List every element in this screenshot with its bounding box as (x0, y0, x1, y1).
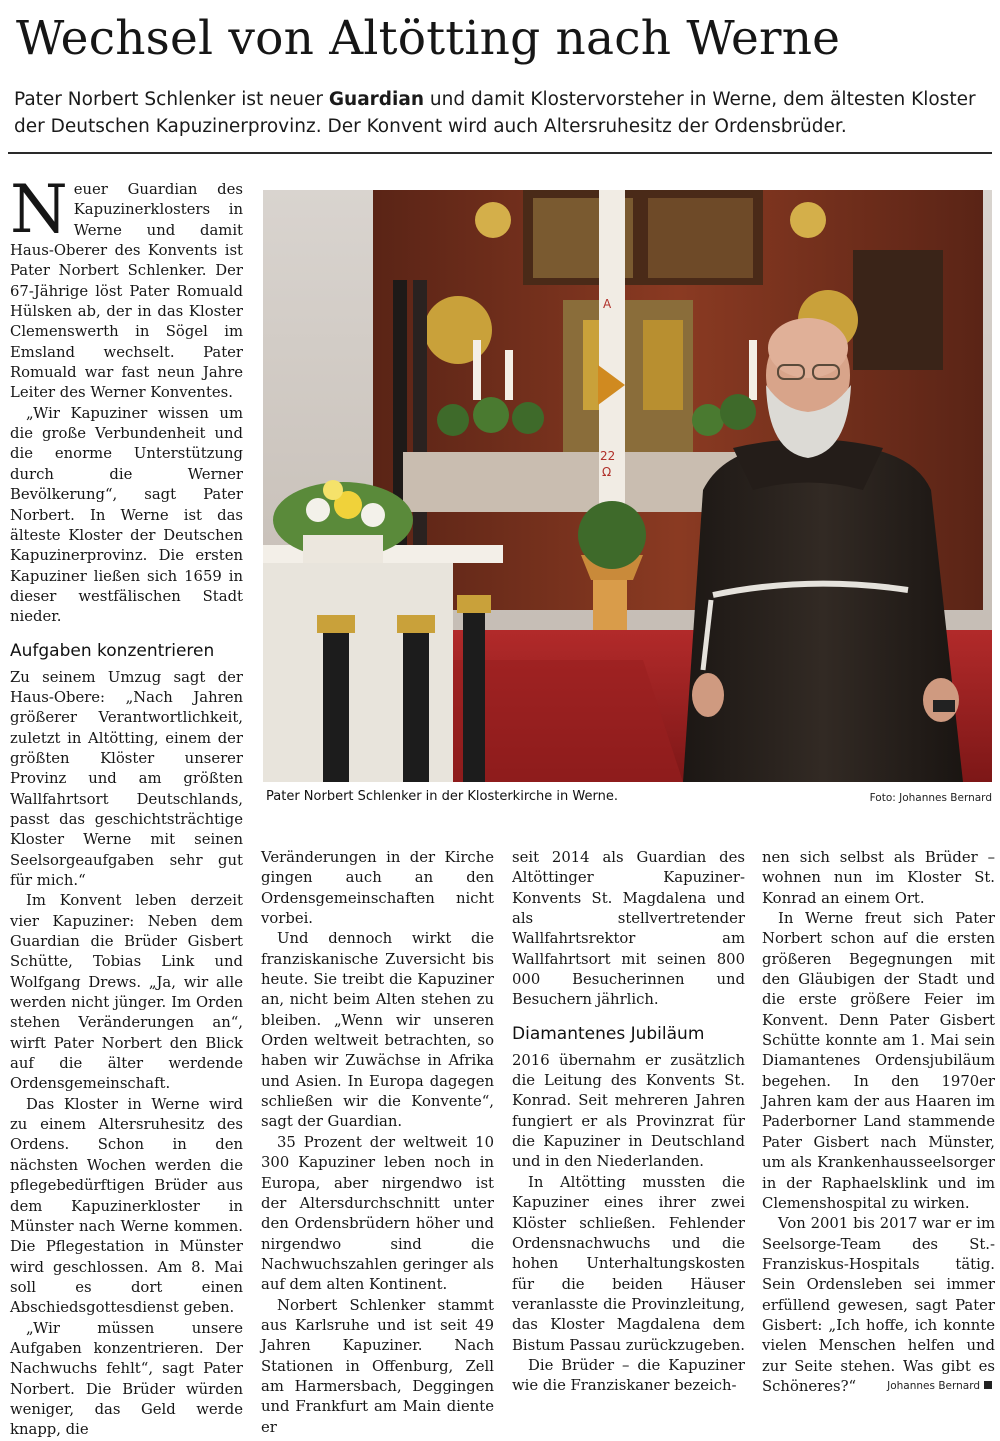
paragraph: nen sich selbst als Brüder – wohnen nun im Kloster St. Konrad an einem Ort. (762, 849, 995, 907)
subheading-jubilaeum: Diamantenes Jubiläum (512, 1023, 705, 1044)
lead-text-end: und damit Klostervorsteher in Werne, dem ältesten Kloster der Deutschen Kapuzinerprovinz. Der Konvent wird auch Altersruhesitz der Ordensbrüder. (14, 89, 976, 137)
drop-cap: N (10, 171, 68, 248)
author-name: Johannes Bernard (887, 1380, 980, 1392)
column-4 (762, 848, 995, 1397)
candle-alpha: A (603, 297, 612, 311)
candle-number: 22 (600, 449, 616, 463)
subheading-aufgaben: Aufgaben konzentrieren (10, 640, 215, 661)
headline: Wechsel von Altötting nach Werne (16, 11, 841, 66)
paragraph: „Wir Kapuziner wissen um die große Verbundenheit und die enorme Unterstützung durch die Werner Bevölkerung“, sagt Pater Norbert. In Werne ist das älteste Kloster der Deutschen Kapuzinerprovinz. Die ersten Kapuziner ließen sich 1659 in dieser westfälischen Stadt nieder. (10, 404, 243, 626)
church-altar-photo (263, 190, 992, 782)
lead-text-start: Pater Norbert Schlenker ist neuer (14, 89, 329, 110)
column-1 (10, 171, 243, 1441)
paragraph: 35 Prozent der weltweit 10 300 Kapuziner leben noch in Europa, aber nirgendwo ist der Altersdurchschnitt unter den Ordensbrüdern höher und nirgendwo sind die Nachwuchszahlen geringer als auf dem alten Kontinent. (261, 1133, 494, 1294)
paragraph: In Werne freut sich Pater Norbert schon auf die ersten größeren Begegnungen mit den Gläubigen der Stadt und die erste größere Feier im Konvent. Denn Pater Gisbert Schütte konnte am 1. Mai sein Diamantenes Ordensjubiläum begehen. In den 1970er Jahren kam der aus Haaren im Paderborner Land stammende Pater Gisbert nach Münster, um als Krankenhausseelsorger in der Raphaelsklink und im Clemenshospital zu wirken. (762, 910, 995, 1212)
paragraph: In Altötting mussten die Kapuziner eines ihrer zwei Klöster schließen. Fehlender Ordensnachwuchs und die hohen Unterhaltungskosten für die beiden Häuser veranlasste die Provinzleitung, das Kloster Magdalena dem Bistum Passau zurückzugeben. (512, 1173, 745, 1354)
header-rule (8, 152, 992, 154)
candle-omega: Ω (602, 465, 612, 479)
paragraph: „Wir müssen unsere Aufgaben konzentrieren. Der Nachwuchs fehlt“, sagt Pater Norbert. Die Brüder würden weniger, das Geld werde knapp, die (10, 1319, 243, 1439)
paragraph: Die Brüder – die Kapuziner wie die Franziskaner bezeich- (512, 1356, 745, 1395)
paragraph: Das Kloster in Werne wird zu einem Altersruhesitz des Ordens. Schon in den nächsten Wochen werden die pflegebedürftigen Brüder aus dem Kapuzinerkloster in Münster nach Werne kommen. Die Pflegestation in Münster wird geschlossen. Am 8. Mai soll es dort einen Abschiedsgottesdienst geben. (10, 1095, 243, 1317)
paragraph: Im Konvent leben derzeit vier Kapuziner: Neben dem Guardian die Brüder Gisbert Schütte, Tobias Link und Wolfgang Drews. „Ja, wir alle werden nicht jünger. Im Orden stehen Veränderungen an“, wirft Pater Norbert den Blick auf die älter werdende Ordensgemeinschaft. (10, 892, 243, 1093)
paragraph: 2016 übernahm er zusätzlich die Leitung des Konvents St. Konrad. Seit mehreren Jahren fungiert er als Provinzrat für die Kapuziner in Deutschland und in den Niederlanden. (512, 1051, 745, 1171)
paragraph: Veränderungen in der Kirche gingen auch an den Ordensgemeinschaften nicht vorbei. (261, 849, 494, 928)
paragraph-intro (10, 171, 243, 404)
paragraph: Norbert Schlenker stammt aus Karlsruhe und ist seit 49 Jahren Kapuziner. Nach Stationen in Offenburg, Zell am Harmersbach, Deggingen und Frankfurt am Main diente er (261, 1296, 494, 1436)
article-photo (263, 190, 992, 782)
paragraph: seit 2014 als Guardian des Altöttinger Kapuziner-Konvents St. Magdalena und als stellvertretender Wallfahrtsrektor am Wallfahrtsort mit seinen 800 000 Besucherinnen und Besuchern jährlich. (512, 849, 745, 1009)
paragraph: Von 2001 bis 2017 war er im Seelsorge-Team des St.-Franziskus-Hospitals tätig. Sein Ordensleben sei immer erfüllend gewesen, sagt Pater Gisbert: „Ich hoffe, ich konnte vielen Menschen helfen und zur Seite stehen. Was gibt es Schöneres?“ (762, 1215, 995, 1395)
photo-credit: Foto: Johannes Bernard (869, 792, 992, 804)
column-3 (512, 848, 745, 1397)
author-byline (887, 1378, 992, 1394)
end-mark-icon (984, 1381, 992, 1389)
column-2 (261, 848, 494, 1438)
photo-caption: Pater Norbert Schlenker in der Klosterkirche in Werne. (266, 789, 618, 804)
paragraph: Und dennoch wirkt die franziskanische Zuversicht bis heute. Sie treibt die Kapuziner an, nicht beim Alten stehen zu bleiben. „Wenn wir unseren Orden weltweit betrachten, so haben wir Zuwächse in Afrika und Asien. In Europa dagegen schließen wir die Konvente“, sagt der Guardian. (261, 930, 494, 1131)
paragraph: Zu seinem Umzug sagt der Haus-Obere: „Nach Jahren größerer Verantwortlichkeit, zuletzt in Altötting, einem der größten Klöster unserer Provinz und am größten Wallfahrtsort Deutschlands, passt das geschichtsträchtige Kloster Werne mit seinen Seelsorgeaufgaben sehr gut für mich.“ (10, 668, 243, 889)
lead-bold-word: Guardian (328, 89, 425, 110)
paragraph-intro-text: euer Guardian des Kapuzinerklosters in Werne und damit Haus-Oberer des Konvents ist Pater Norbert Schlenker. Der 67-Jährige löst Pater Romuald Hülsken ab, der in das Kloster Clemenswerth in Sögel im Emsland wechselt. Pater Romuald war fast neun Jahre Leiter des Werner Konventes. (10, 181, 243, 402)
lead-paragraph (14, 86, 989, 140)
